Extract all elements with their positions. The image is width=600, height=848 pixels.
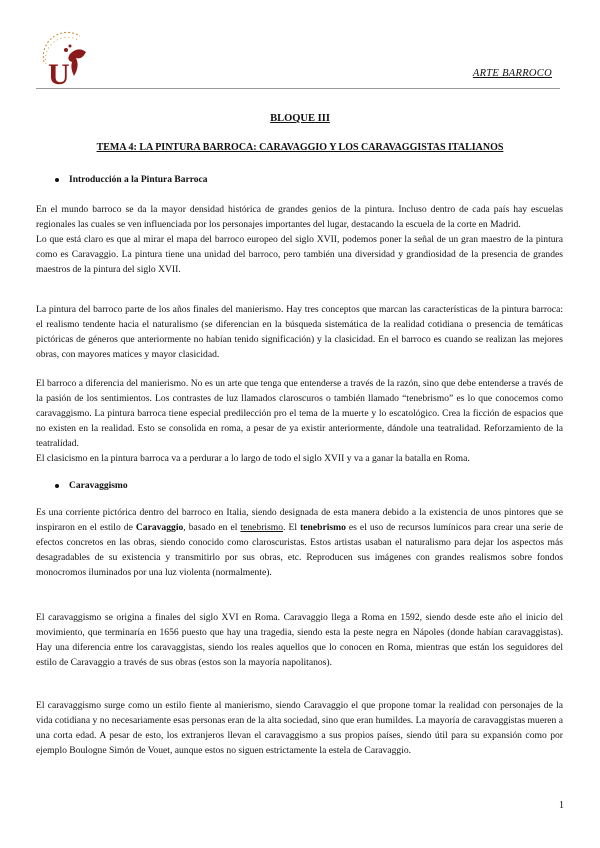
paragraph: El caravaggismo surge como un estilo fiente al manierismo, siendo Caravaggio el que propone tomar la realidad con personajes de la vida cotidiana y no necesariamente esas personas eran de la alta sociedad, sino que eran humildes. La mayoría de caravaggistas mueren a una corta edad. A pesar de esto, los extranjeros llevan el caravaggismo a sus propios países, siendo útil para su expansión como por ejemplo Boulogne Simón de Vouet, aunque estos no siguen estrictamente la estela de Caravaggio. — [36, 700, 563, 756]
svg-text:U: U — [48, 58, 70, 88]
paragraph: En el mundo barroco se da la mayor densidad histórica de grandes genios de la pintura. Incluso dentro de cada país hay escuelas regionales las cuales se ven influenciada por los personajes importantes del lugar, destacando la escuela de la corte en Madrid. Lo que está claro es que al mirar el mapa del barroco europeo del siglo XVII, podemos poner la señal de un gran maestro de la pintura como es Caravaggio. La pintura tiene una unidad del barroco, pero también una diversidad y grandiosidad de la presencia de grandes maestros de la pintura del siglo XVII. — [36, 204, 563, 275]
paragraph: El caravaggismo se origina a finales del siglo XVI en Roma. Caravaggio llega a Roma en 1592, siendo desde este año el inicio del movimiento, que terminaría en 1656 puesto que hay una tragedia, siendo esta la peste negra en Nápoles (donde habían caravaggistas). Hay una diferencia entre los caravaggistas, siendo los reales aquellos que lo conocen en Roma, mientras que están los seguidores del estilo de Caravaggio a través de sus obras (estos son la mayoría napolitanos). — [36, 612, 563, 668]
section-heading-intro: Introducción a la Pintura Barroca — [55, 175, 207, 185]
paragraph: La pintura del barroco parte de los años finales del manierismo. Hay tres conceptos que marcan las características de la pintura barroca: el realismo tendente hacia el naturalismo (se diferencian en la búsqueda sistemática de la realidad cotidiana o presencia de temáticas pictóricas de géneros que anteriormente no habían tenido significación) y la clasicidad. En el barroco es cuando se realizan las mejores obras, con mayores matices y mayor clasicidad. — [36, 304, 563, 360]
page-number: 1 — [559, 800, 564, 811]
paragraph: El barroco a diferencia del manierismo. No es un arte que tenga que entenderse a través de la razón, sino que debe entenderse a través de la pasión de los sentimientos. Los contrastes de luz llamados claroscuros o también llamado “tenebrismo” es lo que conocemos como caravaggismo. La pintura barroca tiene especial predilección pro el tema de la muerte y lo escatológico. Crea la ficción de espacios que no existen en la realidad. Esto se consolida en roma, a pesar de ya existir anteriormente, dándole una teatralidad. Reforzamiento de la teatralidad. El clasicismo en la pintura barroca va a perdurar a lo largo de todo el siglo XVII y va a ganar la batalla en Roma. — [36, 378, 563, 464]
university-logo — [36, 26, 98, 88]
bullet-icon — [55, 178, 59, 182]
paragraph: Es una corriente pictórica dentro del barroco en Italia, siendo designada de esta manera debido a la existencia de unos pintores que se inspiraron en el estilo de Caravaggio, basado en el tenebrismo. El tenebrismo es el uso de recursos lumínicos para crear una serie de efectos concretos en las obras, siendo conocido como claroscuristas. Estos artistas usaban el naturalismo para dejar los aspectos más desagradables de su existencia y transmitirlo por sus obras, etc. Reproducen sus imágenes con grandes realismos sobre fondos monocromos iluminados por una luz violenta (normalmente). — [36, 507, 563, 578]
section-heading-caravaggismo: Caravaggismo — [55, 481, 128, 491]
header-divider — [36, 88, 560, 89]
bullet-icon — [55, 484, 59, 488]
course-title: ARTE BARROCO — [472, 68, 552, 79]
block-title: BLOQUE III — [270, 113, 330, 124]
tema-title: TEMA 4: LA PINTURA BARROCA: CARAVAGGIO Y LOS CARAVAGGISTAS ITALIANOS — [96, 142, 504, 153]
